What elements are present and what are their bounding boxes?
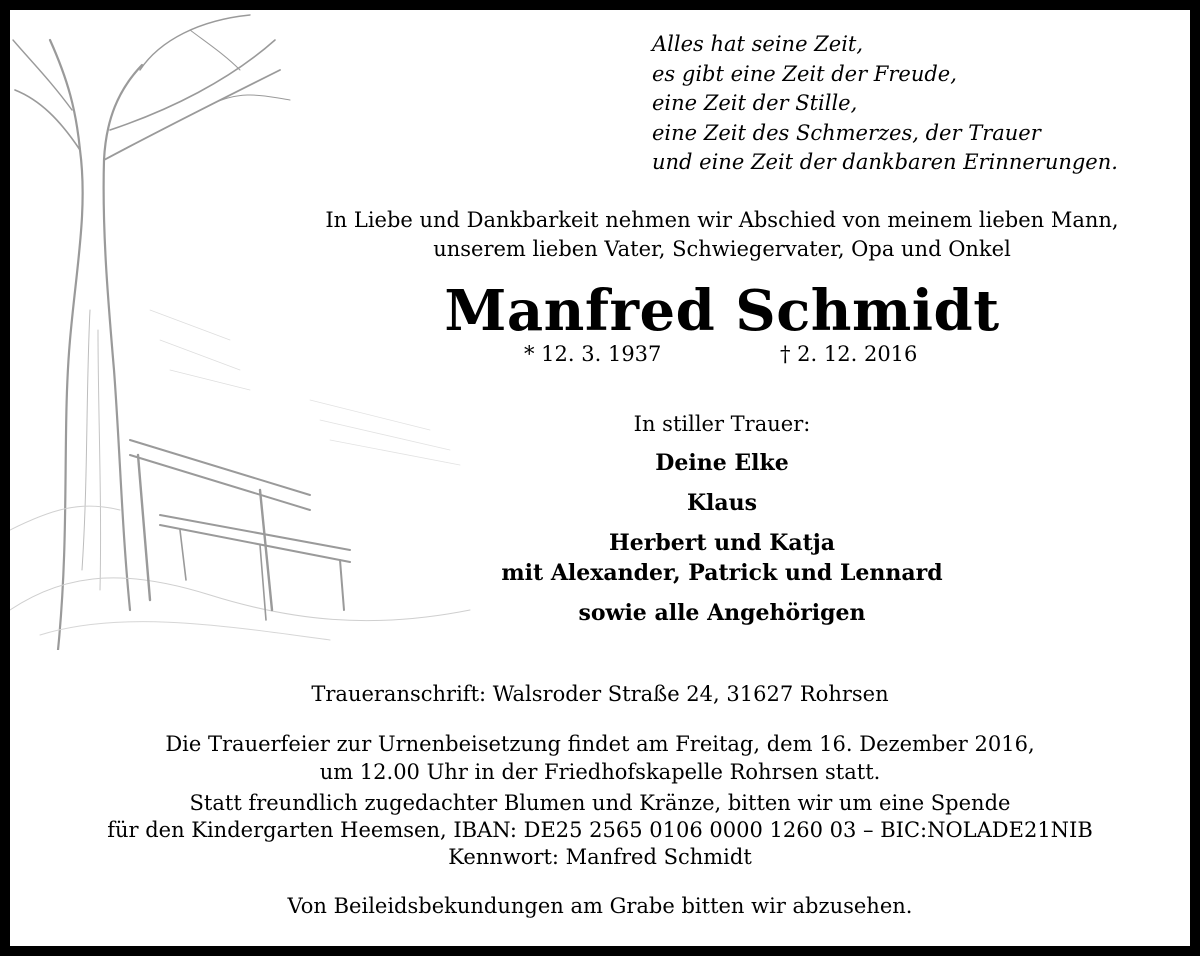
donation-line: Kennwort: Manfred Schmidt	[448, 845, 752, 869]
poem-line: eine Zeit der Stille,	[652, 91, 858, 115]
death-date: † 2. 12. 2016	[780, 342, 918, 366]
donation-line: Statt freundlich zugedachter Blumen und Kränze, bitten wir um eine Spende	[189, 791, 1011, 815]
birth-date: * 12. 3. 1937	[524, 342, 662, 366]
poem-line: eine Zeit des Schmerzes, der Trauer	[652, 120, 1041, 145]
ceremony-info	[10, 730, 1190, 786]
mourner-name: mit Alexander, Patrick und Lennard	[501, 560, 943, 586]
deceased-name: Manfred Schmidt	[444, 278, 1000, 344]
ceremony-line: um 12.00 Uhr in der Friedhofskapelle Rohrsen statt.	[319, 760, 881, 784]
mourning-address: Traueranschrift: Walsroder Straße 24, 31627 Rohrsen	[311, 682, 889, 706]
mourner-name: Klaus	[686, 490, 758, 516]
donation-info	[10, 790, 1190, 871]
closing-note: Von Beileidsbekundungen am Grabe bitten wir abzusehen.	[287, 894, 913, 918]
poem-line: und eine Zeit der dankbaren Erinnerungen.	[652, 150, 1118, 174]
intro-text	[250, 206, 1194, 264]
mourners-list	[400, 448, 1044, 628]
donation-line: für den Kindergarten Heemsen, IBAN: DE25 2565 0106 0000 1260 03 – BIC:NOLADE21NIB	[107, 818, 1093, 842]
intro-line: In Liebe und Dankbarkeit nehmen wir Abschied von meinem lieben Mann,	[325, 208, 1119, 232]
mourner-name: Deine Elke	[655, 450, 789, 476]
poem-line: Alles hat seine Zeit,	[652, 32, 864, 56]
ceremony-line: Die Trauerfeier zur Urnenbeisetzung findet am Freitag, dem 16. Dezember 2016,	[165, 732, 1035, 756]
mourner-name: sowie alle Angehörigen	[578, 600, 866, 626]
mourning-heading: In stiller Trauer:	[633, 412, 811, 436]
poem	[652, 30, 1172, 178]
poem-line: es gibt eine Zeit der Freude,	[652, 61, 957, 86]
mourner-name: Herbert und Katja	[609, 530, 835, 556]
intro-line: unserem lieben Vater, Schwiegervater, Opa und Onkel	[433, 237, 1011, 261]
